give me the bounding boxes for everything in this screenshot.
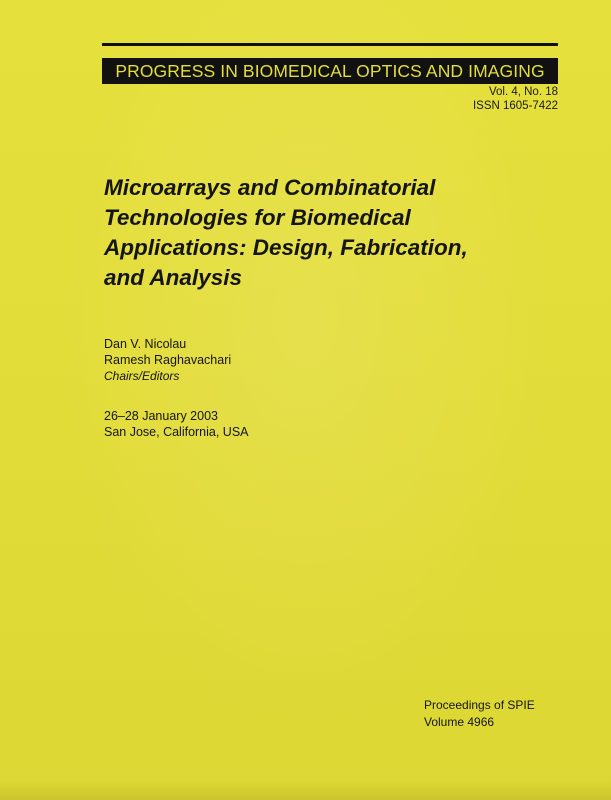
top-rule-divider [102,43,558,46]
proceedings-label: Proceedings of SPIE [424,698,535,712]
editor-role: Chairs/Editors [104,369,180,383]
conference-location: San Jose, California, USA [104,425,249,439]
conference-dates: 26–28 January 2003 [104,409,218,423]
proceedings-volume: Volume 4966 [424,715,495,729]
conference-block [104,408,249,440]
proceedings-block [424,697,535,731]
title-line-3: Applications: Design, Fabrication, [104,235,468,260]
title-line-4: and Analysis [104,265,242,290]
volume-issue-text: Vol. 4, No. 18 [488,86,558,98]
editors-block [104,336,231,384]
series-banner: PROGRESS IN BIOMEDICAL OPTICS AND IMAGING [102,58,558,84]
editor-name: Ramesh Raghavachari [104,353,232,367]
title-line-1: Microarrays and Combinatorial [104,175,436,200]
book-title [104,173,584,293]
issn-text: ISSN 1605-7422 [472,100,558,112]
title-line-2: Technologies for Biomedical [104,205,411,230]
editor-name: Dan V. Nicolau [104,337,187,351]
volume-info [473,85,558,113]
